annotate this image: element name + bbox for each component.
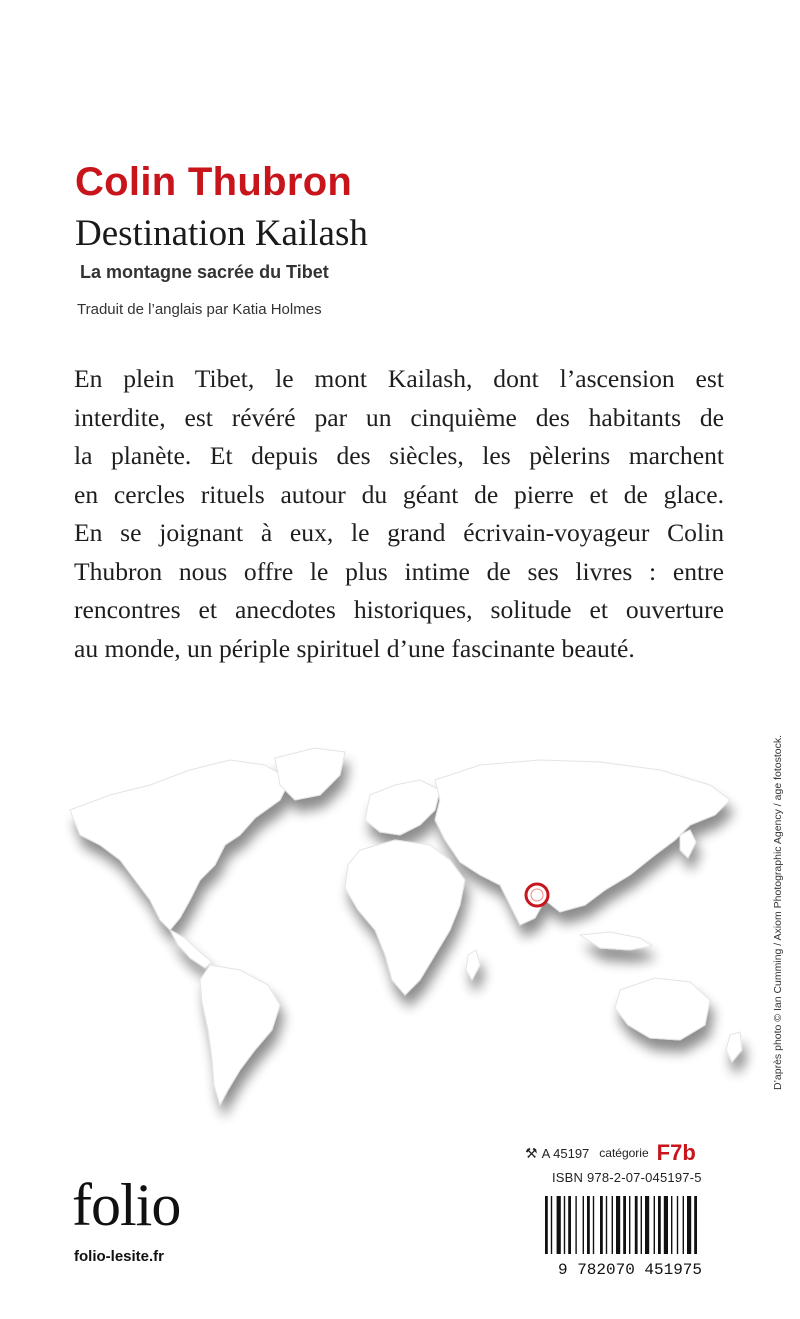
- europe-shape: [365, 780, 440, 835]
- blurb-line: en cercles rituels autour du géant de pierre et de glace.: [74, 479, 724, 509]
- barcode-bar: [677, 1196, 678, 1254]
- book-title: Destination Kailash: [75, 213, 368, 254]
- barcode-bar: [616, 1196, 620, 1254]
- barcode-bar: [551, 1196, 552, 1254]
- barcode-bar: [606, 1196, 607, 1254]
- barcode-bar: [564, 1196, 565, 1254]
- category-code: F7b: [656, 1140, 696, 1165]
- blurb-line: au monde, un périple spirituel d’une fascinante beauté.: [74, 633, 635, 663]
- barcode-bar: [641, 1196, 642, 1254]
- barcode-bar: [623, 1196, 626, 1254]
- barcode-bar: [545, 1196, 548, 1254]
- greenland-shape: [275, 748, 345, 800]
- indonesia-shape: [580, 932, 652, 950]
- blurb-line: En se joignant à eux, le grand écrivain-voyageur Colin: [74, 518, 724, 547]
- barcode-bar: [687, 1196, 691, 1254]
- blurb-line: Thubron nous offre le plus intime de ses livres : entre: [74, 556, 724, 586]
- archive-symbol-icon: ⚒: [525, 1144, 538, 1161]
- blurb-line: rencontres et anecdotes historiques, solitude et ouverture: [74, 595, 724, 624]
- blurb-line: la planète. Et depuis des siècles, les pèlerins marchent: [74, 441, 724, 470]
- back-cover-blurb: [74, 360, 724, 668]
- barcode-bar: [612, 1196, 613, 1254]
- barcode-digits: 9 782070 451975: [557, 1261, 703, 1276]
- barcode-bar: [587, 1196, 590, 1254]
- barcode-bar: [671, 1196, 672, 1254]
- barcode-bar: [593, 1196, 594, 1254]
- australia-shape: [615, 978, 710, 1040]
- barcode-bar: [635, 1196, 638, 1254]
- madagascar-shape: [466, 950, 480, 980]
- blurb-line: En plein Tibet, le mont Kailash, dont l’ascension est: [74, 364, 724, 393]
- book-subtitle: La montagne sacrée du Tibet: [80, 262, 329, 282]
- translator-credit: Traduit de l’anglais par Katia Holmes: [77, 301, 322, 318]
- barcode-bar: [629, 1196, 630, 1254]
- central-america-shape: [170, 930, 212, 968]
- barcode-bar: [583, 1196, 584, 1254]
- japan-shape: [680, 830, 696, 858]
- barcode-bar: [557, 1196, 561, 1254]
- folio-logo: folio: [72, 1172, 181, 1238]
- publisher-website: folio-lesite.fr: [74, 1248, 165, 1265]
- author-name: Colin Thubron: [75, 160, 353, 204]
- new-zealand-shape: [726, 1032, 742, 1062]
- barcode-bar: [600, 1196, 603, 1254]
- barcode-bar: [683, 1196, 684, 1254]
- photo-credit: D’après photo © Ian Cumming / Axiom Photographic Agency / age fotostock.: [772, 734, 784, 1090]
- blurb-line: interdite, est révéré par un cinquième des habitants de: [74, 402, 724, 432]
- barcode-bar: [664, 1196, 668, 1254]
- isbn-number: ISBN 978-2-07-045197-5: [552, 1170, 702, 1185]
- barcode-bar: [658, 1196, 661, 1254]
- africa-shape: [345, 840, 465, 995]
- category-label: catégorie: [599, 1146, 649, 1160]
- isbn-barcode: [533, 1196, 728, 1276]
- world-map-illustration: [40, 740, 760, 1130]
- south-america-shape: [200, 965, 280, 1105]
- barcode-bar: [654, 1196, 655, 1254]
- catalog-reference: [525, 1140, 725, 1166]
- barcode-bar: [645, 1196, 649, 1254]
- barcode-bar: [694, 1196, 697, 1254]
- barcode-bar: [568, 1196, 571, 1254]
- barcode-bar: [575, 1196, 576, 1254]
- catalog-number: A 45197: [541, 1145, 590, 1161]
- north-america-shape: [70, 760, 290, 930]
